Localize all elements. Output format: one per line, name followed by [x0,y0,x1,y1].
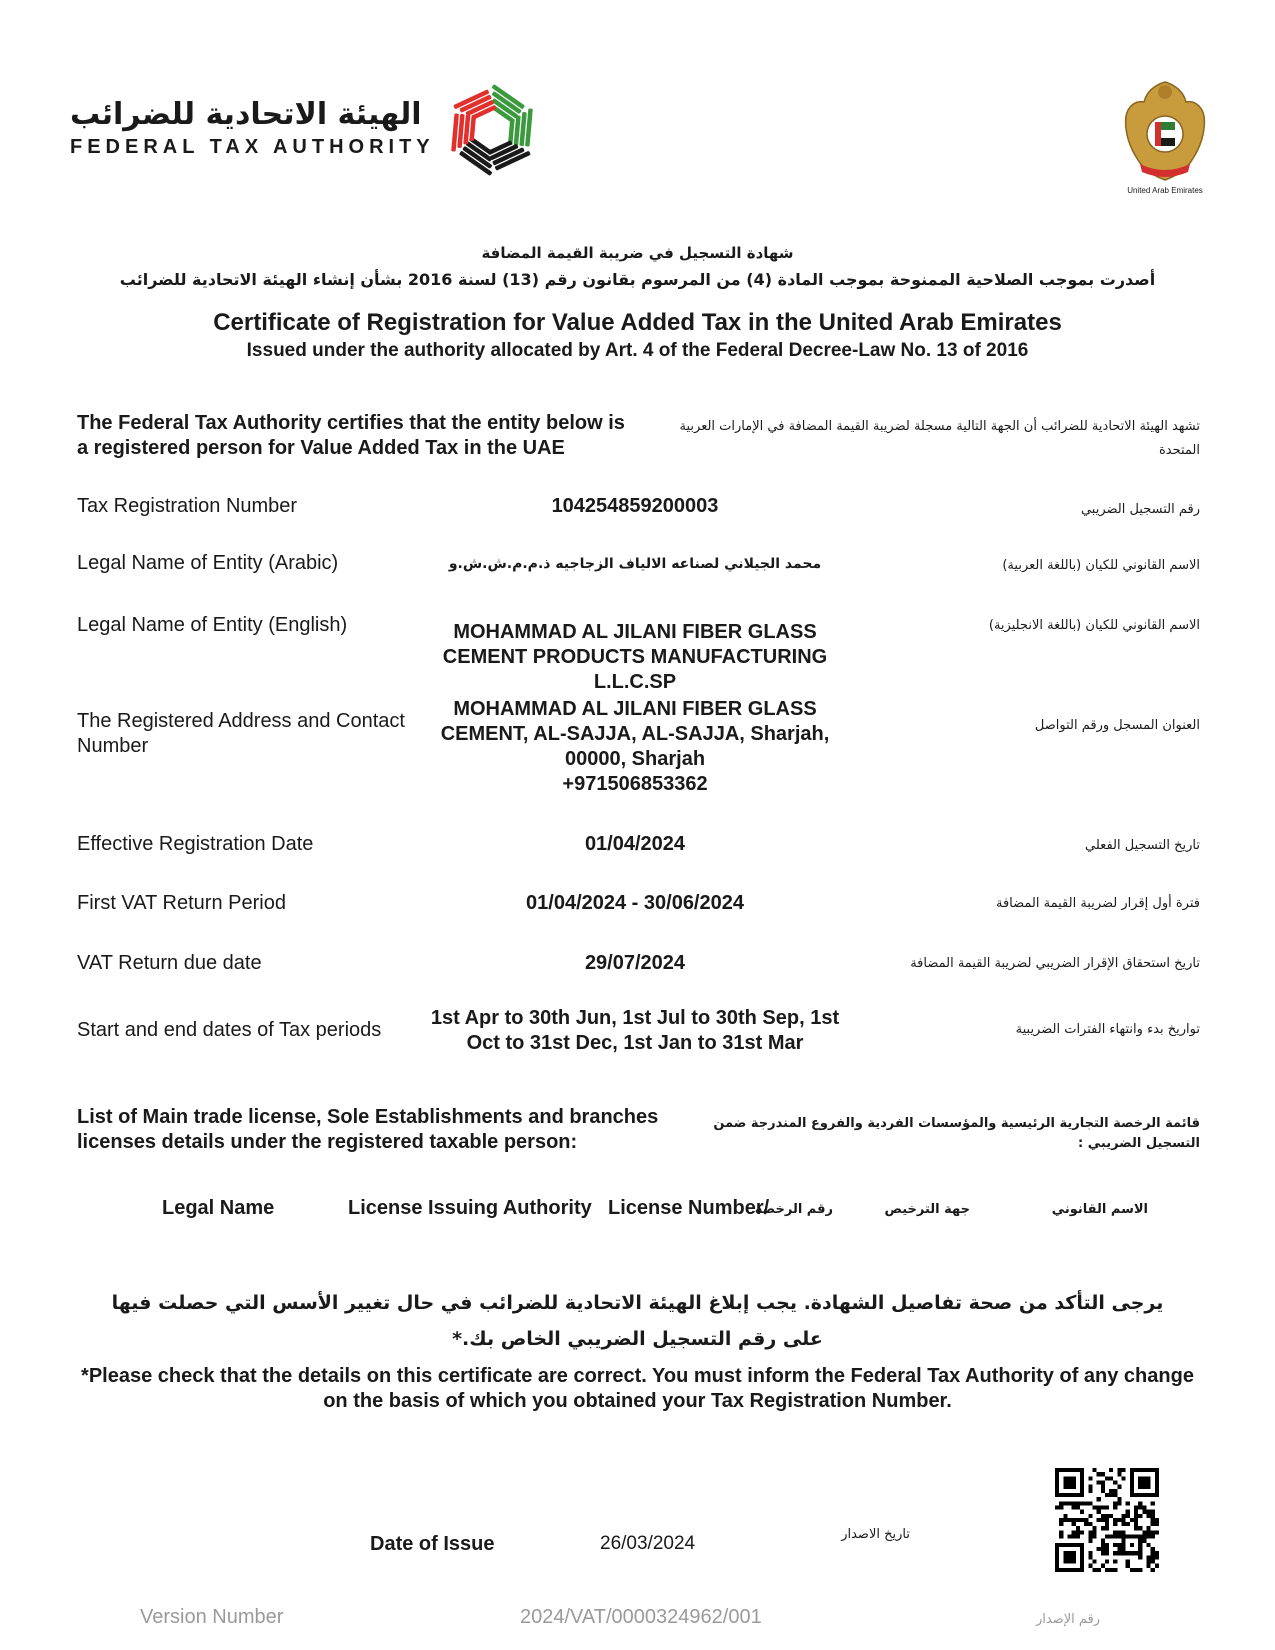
version-number-label-arabic: رقم الإصدار [1035,1612,1100,1627]
effective-date-label-arabic: تاريخ التسجيل الفعلي [1085,838,1200,853]
tax-periods-label-arabic: تواريخ بدء وانتهاء الفترات الضريبية [1015,1022,1200,1037]
effective-date-label: Effective Registration Date [77,833,314,855]
date-of-issue-value: 26/03/2024 [600,1533,696,1554]
title-english: Certificate of Registration for Value Added Tax in the United Arab Emirates [213,309,1062,336]
col-legal-name: Legal Name [162,1197,275,1219]
first-return-period-label: First VAT Return Period [77,892,286,914]
license-list-heading: List of Main trade license, Sole Establishments and branches licenses details under the registered taxable person: [77,1106,659,1153]
trn-value: 104254859200003 [551,495,719,517]
date-of-issue-label-arabic: تاريخ الاصدار [841,1527,910,1542]
version-number-label: Version Number [140,1606,284,1628]
notice-english: *Please check that the details on this certificate are correct. You must inform the Federal Tax Authority of any change on the basis of which you obtained your Tax Registration Number. [81,1365,1194,1412]
legal-name-english-label: Legal Name of Entity (English) [77,614,348,636]
return-due-date-value: 29/07/2024 [584,952,686,974]
notice-arabic: يرجى التأكد من صحة تفاصيل الشهادة. يجب إبلاغ الهيئة الاتحادية للضرائب في حال تغيير الأسس التي حصلت فيها على رقم التسجيل الضريبي الخاص بك.* [111,1292,1164,1350]
fta-logo-english-text: FEDERAL TAX AUTHORITY [70,136,435,158]
title-arabic: شهادة التسجيل في ضريبة القيمة المضافة [481,244,794,262]
emblem-caption: United Arab Emirates [1127,186,1203,195]
qr-code-icon [1055,1468,1159,1572]
return-due-date-label-arabic: تاريخ استحقاق الإقرار الضريبي لضريبة القيمة المضافة [910,956,1200,971]
tax-periods-value: 1st Apr to 30th Jun, 1st Jul to 30th Sep, 1st Oct to 31st Dec, 1st Jan to 31st Mar [430,1007,840,1054]
address-value: MOHAMMAD AL JILANI FIBER GLASS CEMENT, AL-SAJJA, AL-SAJJA, Sharjah, 00000, Sharjah [440,698,830,770]
address-label: The Registered Address and Contact Number [77,710,405,757]
col-license-number-arabic: رقم الرخصة [754,1202,833,1217]
col-legal-name-arabic: الاسم القانوني [1051,1202,1148,1217]
fta-logo-arabic-text: الهيئة الاتحادية للضرائب [70,97,422,132]
version-number-value: 2024/VAT/0000324962/001 [520,1606,762,1628]
subtitle-arabic: أصدرت بموجب الصلاحية الممنوحة بموجب المادة (4) من المرسوم بقانون رقم (13) لسنة 2016 بشأن إنشاء الهيئة الاتحادية للضرائب [119,270,1156,289]
legal-name-english-label-arabic: الاسم القانوني للكيان (باللغة الانجليزية) [988,618,1200,633]
trn-label: Tax Registration Number [77,495,298,517]
legal-name-english-value: MOHAMMAD AL JILANI FIBER GLASS CEMENT PRODUCTS MANUFACTURING L.L.C.SP [442,621,828,693]
col-issuing-authority: License Issuing Authority [348,1197,592,1219]
return-due-date-label: VAT Return due date [77,952,262,974]
tax-periods-label: Start and end dates of Tax periods [77,1019,382,1041]
trn-label-arabic: رقم التسجيل الضريبي [1080,502,1200,517]
address-label-arabic: العنوان المسجل ورقم التواصل [1034,718,1200,733]
col-issuing-authority-arabic: جهة الترخيص [884,1202,970,1217]
date-of-issue-label: Date of Issue [370,1533,495,1555]
certify-statement-arabic: تشهد الهيئة الاتحادية للضرائب أن الجهة التالية مسجلة لضريبة القيمة المضافة في الإمارات العربية المتحدة [679,419,1200,458]
fta-logo-mark-icon [432,70,552,190]
col-license-number: License Number/ [608,1197,770,1219]
license-list-heading-arabic: قائمة الرخصة التجارية الرئيسية والمؤسسات الفردية والفروع المندرجة ضمن التسجيل الضريبي : [713,1116,1200,1151]
legal-name-arabic-label-arabic: الاسم القانوني للكيان (باللغة العربية) [1002,558,1200,573]
first-return-period-label-arabic: فترة أول إقرار لضريبة القيمة المضافة [996,896,1200,911]
first-return-period-value: 01/04/2024 - 30/06/2024 [526,892,744,914]
uae-emblem-icon [1122,76,1208,186]
contact-number-value: +971506853362 [562,773,708,795]
effective-date-value: 01/04/2024 [584,833,686,855]
legal-name-arabic-label: Legal Name of Entity (Arabic) [77,552,339,574]
legal-name-arabic-value: محمد الجيلاني لصناعه الالياف الزجاجيه ذ.م.م.ش.ش.و [448,556,822,572]
subtitle-english: Issued under the authority allocated by Art. 4 of the Federal Decree-Law No. 13 of 2016 [246,340,1029,361]
certify-statement-english: The Federal Tax Authority certifies that the entity below is a registered person for Value Added Tax in the UAE [77,412,625,459]
